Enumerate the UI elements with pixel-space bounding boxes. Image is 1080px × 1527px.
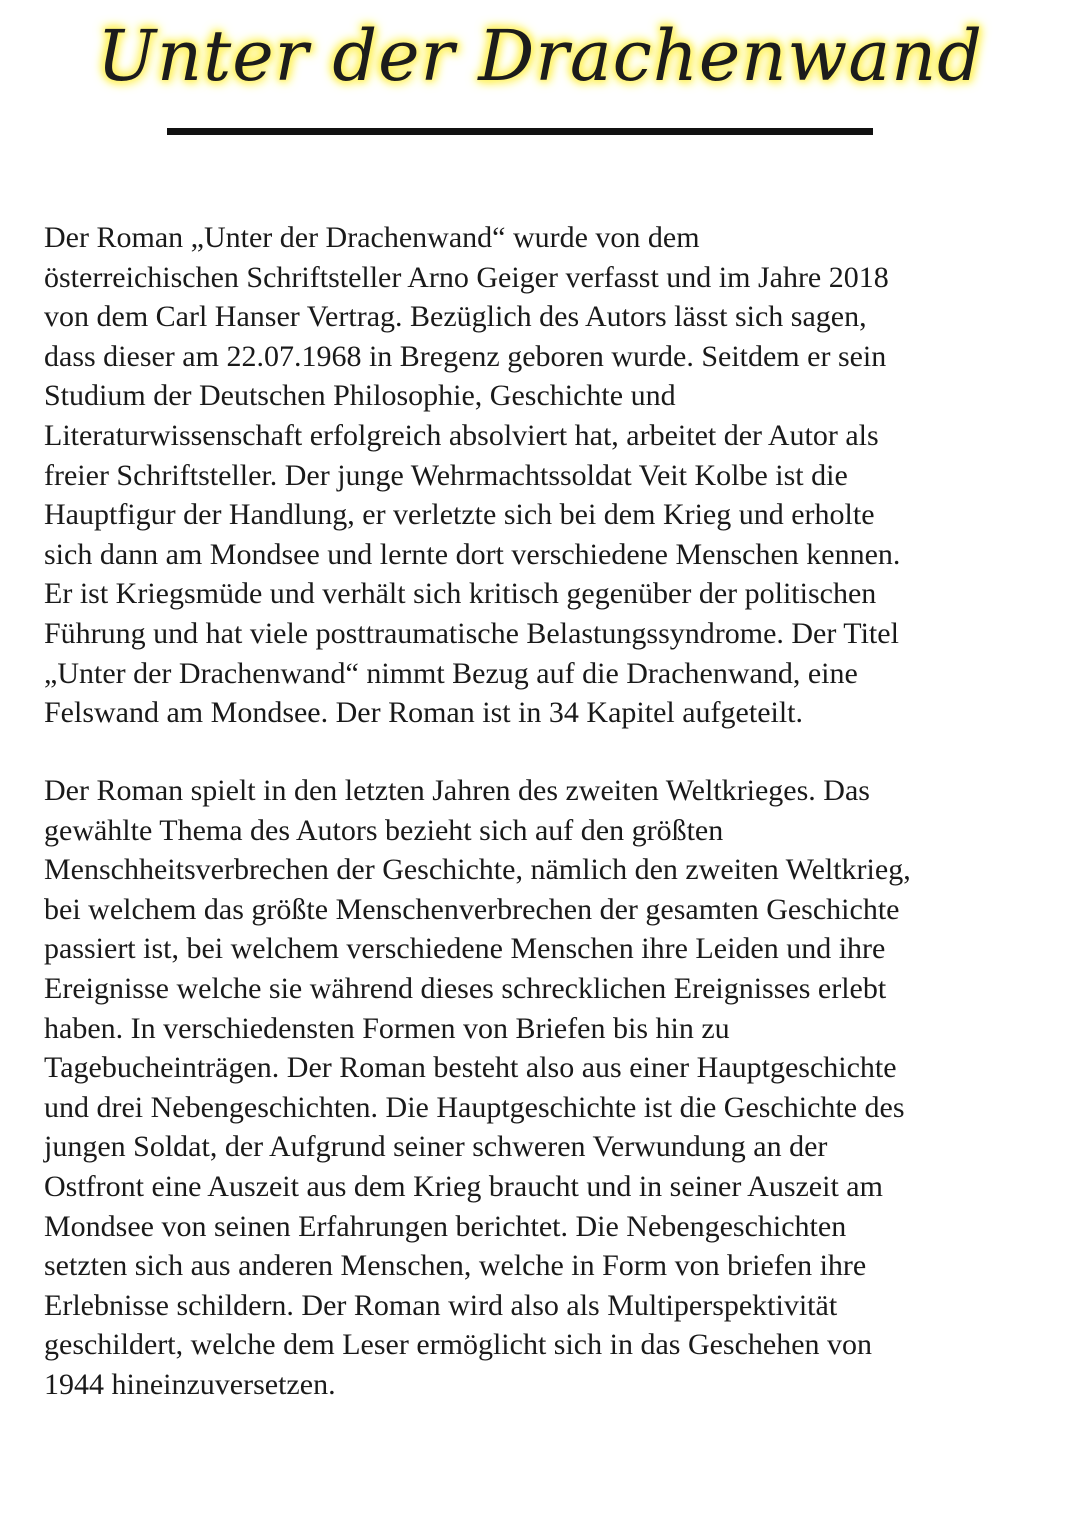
paragraph-content: Der Roman spielt in den letzten Jahren des zweiten Weltkrieges. Das gewählte Thema des Autors bezieht sich auf den größten Menschheitsverbrechen der Geschichte, nämlich den zweiten Weltkrieg, bei welchem das größte Menschenverbrechen der gesamten Geschichte passiert ist, bei welchem verschiedene Menschen ihre Leiden und ihre Ereignisse welche sie während dieses schrecklichen Ereignisses erlebt haben. In verschiedensten Formen von Briefen bis hin zu Tagebucheinträgen. Der Roman besteht also aus einer Hauptgeschichte und drei Nebengeschichten. Die Hauptgeschichte ist die Geschichte des jungen Soldat, der Aufgrund seiner schweren Verwundung an der Ostfront eine Auszeit aus dem Krieg braucht und in seiner Auszeit am Mondsee von seinen Erfahrungen berichtet. Die Nebengeschichten setzten sich aus anderen Menschen, welche in Form von briefen ihre Erlebnisse schildern. Der Roman wird also als Multiperspektivität geschildert, welche dem Leser ermöglicht sich in das Geschehen von 1944 hineinzuversetzen. [44,774,911,1401]
title-underline [167,128,873,135]
paragraph-intro: Der Roman „Unter der Drachenwand“ wurde von dem österreichischen Schriftsteller Arno Geiger verfasst und im Jahre 2018 von dem Carl Hanser Vertrag. Bezüglich des Autors lässt sich sagen, dass dieser am 22.07.1968 in Bregenz geboren wurde. Seitdem er sein Studium der Deutschen Philosophie, Geschichte und Literaturwissenschaft erfolgreich absolviert hat, arbeitet der Autor als freier Schriftsteller. Der junge Wehrmachtssoldat Veit Kolbe ist die Hauptfigur der Handlung, er verletzte sich bei dem Krieg und erholte sich dann am Mondsee und lernte dort verschiedene Menschen kennen. Er ist Kriegsmüde und verhält sich kritisch gegenüber der politischen Führung und hat viele posttraumatische Belastungssyndrome. Der Titel „Unter der Drachenwand“ nimmt Bezug auf die Drachenwand, eine Felswand am Mondsee. Der Roman ist in 34 Kapitel aufgeteilt. [44,221,901,730]
document-title: Unter der Drachenwand [97,15,983,97]
